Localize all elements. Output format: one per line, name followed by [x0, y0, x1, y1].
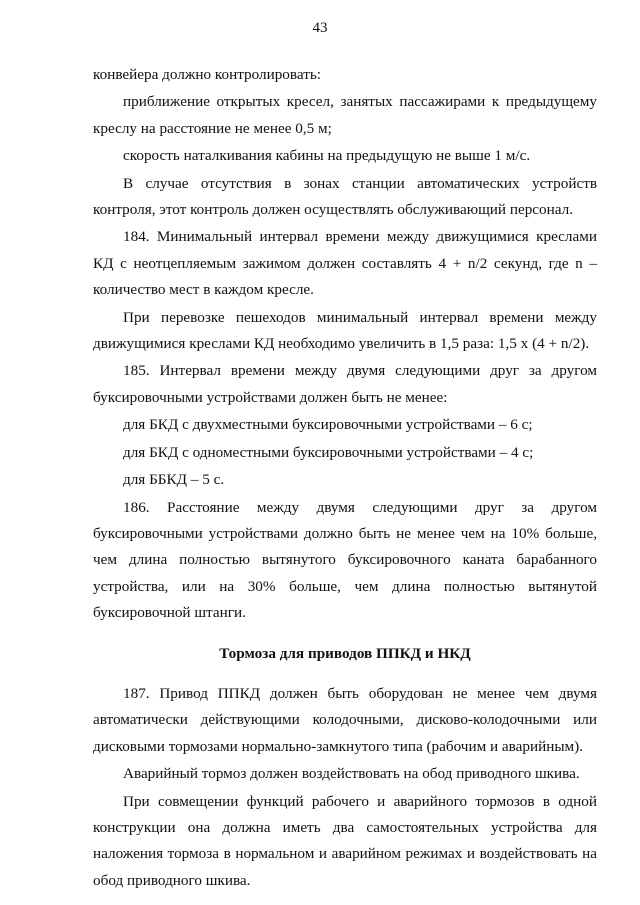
paragraph: конвейера должно контролировать:	[93, 66, 321, 83]
paragraph-185: 185. Интервал времени между двумя следующими друг за другом буксировочными устройствами должен быть не менее:	[93, 362, 597, 406]
paragraph: В случае отсутствия в зонах станции автоматических устройств контроля, этот контроль должен осуществлять обслуживающий персонал.	[93, 174, 597, 219]
list-item: для БКД с двухместными буксировочными устройствами – 6 с;	[123, 416, 533, 434]
document-body	[93, 62, 597, 894]
paragraph: При совмещении функций рабочего и аварийного тормозов в одной конструкции она должна иметь два самостоятельных устройства для наложения тормоза в нормальном и аварийном режимах и воздействовать на обод приводного шкива.	[93, 792, 597, 889]
paragraph-187: 187. Привод ППКД должен быть оборудован не менее чем двумя автоматически действующими колодочными, дисково-колодочными или дисковыми тормозами нормально-замкнутого типа (рабочим и аварийным).	[93, 684, 597, 755]
paragraph: При перевозке пешеходов минимальный интервал времени между движущимися креслами КД необходимо увеличить в 1,5 раза: 1,5 х (4 + n/2).	[93, 308, 597, 353]
paragraph-184: 184. Минимальный интервал времени между движущимися креслами КД с неотцепляемым зажимом должен составлять 4 + n/2 секунд, где n – количество мест в каждом кресле.	[93, 228, 597, 299]
list-item: для БКД с одноместными буксировочными устройствами – 4 с;	[123, 443, 534, 461]
paragraph-186: 186. Расстояние между двумя следующими друг за другом буксировочными устройствами должно быть не менее чем на 10% больше, чем длина полностью вытянутого буксировочного каната барабанного устройства, или на 30% больше, чем длина полностью вытянутой буксировочной штанги.	[93, 498, 597, 622]
section-heading: Тормоза для приводов ППКД и НКД	[219, 644, 471, 662]
paragraph: Аварийный тормоз должен воздействовать на обод приводного шкива.	[123, 765, 580, 783]
paragraph: скорость наталкивания кабины на предыдущую не выше 1 м/с.	[123, 147, 531, 165]
paragraph: приближение открытых кресел, занятых пассажирами к предыдущему креслу на расстояние не менее 0,5 м;	[93, 93, 597, 137]
page-number: 43	[312, 20, 328, 36]
list-item: для ББКД – 5 с.	[123, 471, 225, 489]
